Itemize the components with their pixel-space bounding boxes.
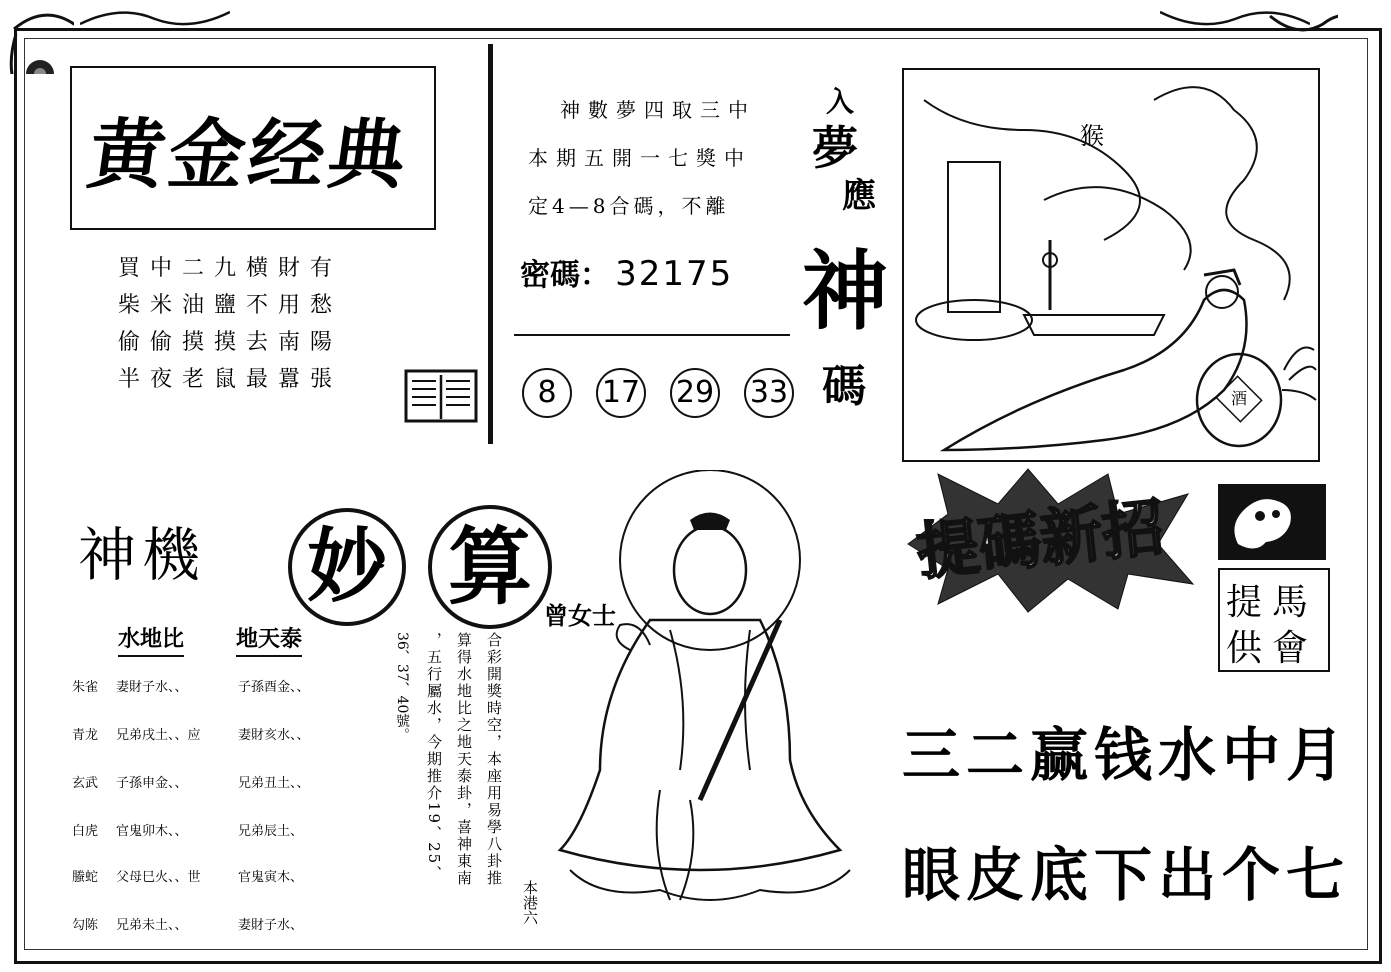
jar-label: 酒 bbox=[1231, 389, 1248, 408]
dream-char: 入 bbox=[826, 85, 855, 118]
password-row bbox=[520, 250, 733, 294]
horse-head-icon bbox=[1218, 484, 1326, 560]
row-cell-1: 父母巳火、、世 bbox=[116, 870, 201, 885]
number-ball: 33 bbox=[744, 368, 794, 418]
poem-line: 買中二九横財有 bbox=[118, 256, 343, 281]
number-ball: 8 bbox=[522, 368, 572, 418]
shenji-title-suan: 算 bbox=[447, 518, 532, 616]
row-cell-2: 妻財亥水、、 bbox=[238, 728, 310, 743]
vertical-text-col-2: 合彩開獎時空，本座用易學八卦推 bbox=[485, 632, 503, 887]
provider-char: 提 bbox=[1226, 582, 1263, 623]
dream-char: 神 bbox=[802, 241, 888, 342]
provider-char: 馬 bbox=[1272, 582, 1309, 623]
sleeping-scholar-illustration bbox=[904, 70, 1318, 460]
riddle-line-2: 眼皮底下出个七 bbox=[902, 841, 1351, 909]
ornament-top-left-swirl bbox=[80, 4, 230, 34]
row-cell-1: 妻財子水、、 bbox=[116, 680, 188, 695]
row-cell-1: 官鬼卯木、、 bbox=[116, 824, 188, 839]
suan-circle bbox=[428, 505, 552, 629]
row-cell-1: 兄弟戌土、、应 bbox=[116, 728, 201, 743]
poem-line: 半夜老鼠最囂張 bbox=[118, 367, 343, 392]
row-label: 朱雀 bbox=[72, 680, 99, 695]
row-label: 青龙 bbox=[72, 728, 99, 743]
row-cell-2: 子孫酉金、、 bbox=[238, 680, 310, 695]
animal-label: 猴 bbox=[1080, 122, 1104, 150]
book-icon bbox=[404, 365, 478, 425]
dream-char: 碼 bbox=[822, 361, 866, 412]
dream-illustration-frame bbox=[902, 68, 1320, 462]
riddle-line-1: 三二赢钱水中月 bbox=[902, 721, 1351, 789]
center-line-3: 定4—8合碼，不離 bbox=[528, 194, 730, 218]
provider-char: 供 bbox=[1226, 628, 1263, 669]
password-label: 密碼： bbox=[520, 258, 610, 293]
title-calligraphy: 黄金经典 bbox=[82, 110, 416, 199]
author-label: 曾女士 bbox=[544, 602, 616, 630]
poem-line: 柴米油鹽不用愁 bbox=[118, 293, 343, 318]
ornament-top-left bbox=[4, 4, 74, 74]
provider-char: 會 bbox=[1272, 628, 1309, 669]
row-label: 白虎 bbox=[72, 824, 99, 839]
center-line-1: 神數夢四取三中 bbox=[560, 98, 756, 122]
row-cell-2: 兄弟丑土、、 bbox=[238, 776, 310, 791]
row-cell-2: 兄弟辰土、 bbox=[238, 824, 304, 839]
horse-logo bbox=[1218, 484, 1326, 560]
col-head-2: 地天泰 bbox=[236, 622, 302, 657]
vertical-text-col-4: ，五行屬水，今期推介19、25、 bbox=[425, 632, 443, 883]
divider-vertical bbox=[488, 44, 493, 444]
poem-block bbox=[118, 250, 378, 398]
row-cell-1: 兄弟未土、、 bbox=[116, 918, 188, 933]
col-head-1: 水地比 bbox=[118, 622, 184, 657]
title-box bbox=[70, 66, 436, 230]
miao-circle bbox=[288, 508, 406, 626]
password-value: 32175 bbox=[615, 254, 734, 294]
center-line-2: 本期五開一七獎中 bbox=[528, 146, 752, 170]
poem-line: 偷偷摸摸去南陽 bbox=[118, 330, 343, 355]
tima-title: 提碼新招 bbox=[913, 490, 1168, 589]
shenji-title-left: 神機 bbox=[78, 521, 207, 589]
row-label: 螣蛇 bbox=[72, 870, 99, 885]
number-ball: 29 bbox=[670, 368, 720, 418]
row-label: 玄武 bbox=[72, 776, 99, 791]
vertical-text-col-3: 算得水地比之地天泰卦，喜神東南 bbox=[455, 632, 473, 887]
dream-char: 應 bbox=[842, 176, 876, 216]
row-label: 勾陈 bbox=[72, 918, 99, 933]
row-cell-2: 官鬼寅木、 bbox=[238, 870, 304, 885]
ornament-top-right-swirl bbox=[1160, 4, 1310, 34]
vertical-text-col-1: 本港六 bbox=[521, 880, 539, 925]
row-cell-2: 妻財子水、 bbox=[238, 918, 304, 933]
number-ball: 17 bbox=[596, 368, 646, 418]
dream-char: 夢 bbox=[812, 121, 858, 175]
shenji-title-miao: 妙 bbox=[307, 520, 387, 613]
divider-horizontal bbox=[514, 334, 790, 336]
row-cell-1: 子孫申金、、 bbox=[116, 776, 188, 791]
seated-deity-illustration bbox=[540, 470, 860, 910]
provider-box bbox=[1218, 568, 1330, 672]
vertical-text-col-5: 36、37、40號。 bbox=[394, 632, 410, 742]
